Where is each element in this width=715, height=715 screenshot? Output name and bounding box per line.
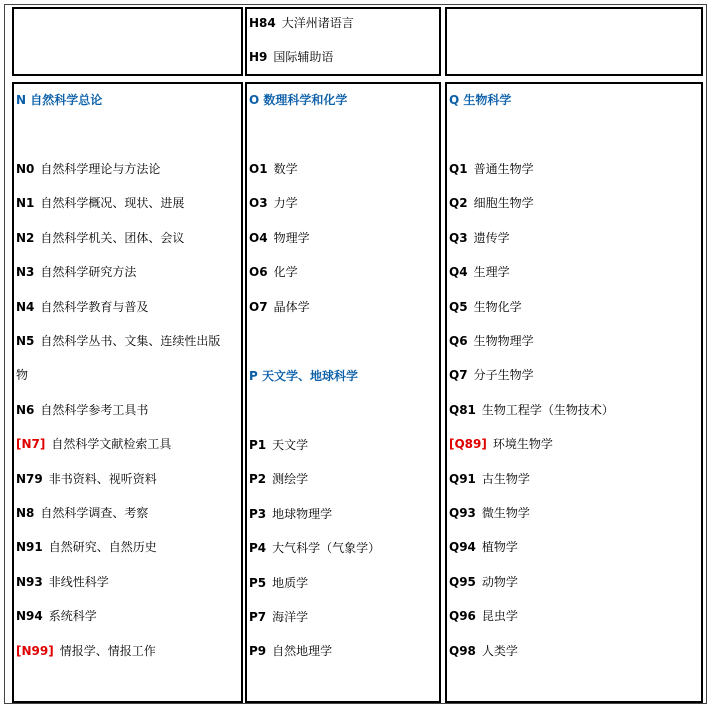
top-cell-2 (245, 7, 441, 76)
class-name: 系统科学 (48, 609, 97, 624)
class-name: 普通生物学 (473, 162, 534, 176)
class-name: 国际辅助语 (273, 50, 334, 64)
class-code: O1 (249, 162, 268, 176)
class-entry (249, 540, 380, 556)
class-code: [N7] (16, 437, 46, 452)
class-name: 分子生物学 (473, 368, 534, 383)
class-name: 细胞生物学 (473, 196, 534, 211)
class-code: N93 (16, 574, 43, 589)
class-entry (16, 574, 109, 590)
class-name: 物理学 (273, 230, 310, 245)
class-code: N3 (16, 265, 35, 280)
class-name: 大洋州诸语言 (281, 16, 354, 30)
class-code: P9 (249, 644, 267, 659)
class-code: P5 (249, 575, 267, 590)
class-code: N0 (16, 162, 35, 176)
class-entry (449, 436, 553, 452)
class-name: 地质学 (272, 575, 309, 590)
class-code: Q94 (449, 540, 476, 555)
column-q (445, 82, 703, 703)
class-code: Q7 (449, 368, 468, 383)
class-code: H84 (249, 16, 276, 30)
class-code: Q91 (449, 471, 476, 486)
class-code: Q1 (449, 162, 468, 176)
class-entry (449, 161, 534, 177)
class-code: Q96 (449, 609, 476, 624)
class-entry (249, 15, 354, 31)
class-code: N91 (16, 540, 43, 555)
class-entry (16, 471, 157, 487)
class-code: N1 (16, 196, 35, 211)
class-code: Q2 (449, 196, 468, 211)
class-name: 非线性科学 (48, 574, 109, 589)
class-code: Q93 (449, 506, 476, 520)
class-name: 人类学 (481, 643, 518, 658)
class-entry (249, 195, 298, 211)
class-code: N2 (16, 230, 35, 245)
class-name: 自然研究、自然历史 (48, 540, 157, 555)
class-entry (16, 402, 148, 418)
class-code: O4 (249, 230, 268, 245)
class-entry (449, 367, 534, 383)
class-entry (249, 506, 332, 522)
class-code: [Q89] (449, 437, 487, 452)
class-code: P7 (249, 610, 267, 624)
class-code: N6 (16, 402, 35, 417)
class-entry (449, 299, 522, 315)
class-name: 自然科学机关、团体、会议 (40, 230, 185, 245)
class-name: 生物化学 (473, 299, 522, 314)
class-entry (249, 299, 310, 315)
class-name: 生物工程学（生物技术） (481, 402, 614, 417)
class-name: 微生物学 (481, 506, 530, 520)
class-entry (249, 437, 308, 453)
class-entry (249, 230, 310, 246)
class-name: 海洋学 (272, 610, 309, 624)
class-name: 数学 (273, 162, 298, 176)
class-name: 测绘学 (272, 472, 309, 487)
class-entry (16, 367, 28, 383)
class-code: N79 (16, 471, 43, 486)
class-code: P4 (249, 541, 267, 556)
class-name: 环境生物学 (492, 437, 553, 452)
class-entry (449, 333, 534, 349)
class-code: N4 (16, 299, 35, 314)
class-code: O7 (249, 299, 268, 314)
class-name: 自然地理学 (272, 644, 333, 659)
section-heading: O 数理科学和化学 (249, 93, 348, 107)
class-name: 自然科学教育与普及 (40, 299, 149, 314)
class-name: 自然科学研究方法 (40, 265, 137, 280)
class-entry (449, 608, 518, 624)
class-entry (16, 643, 156, 659)
class-entry (449, 195, 534, 211)
class-name: 晶体学 (273, 299, 310, 314)
class-entry (16, 333, 220, 349)
class-code: P3 (249, 506, 267, 521)
class-code: N94 (16, 609, 43, 624)
class-name: 自然科学文献检索工具 (51, 437, 172, 452)
class-name: 地球物理学 (272, 506, 333, 521)
class-entry (249, 609, 308, 625)
class-name: 古生物学 (481, 471, 530, 486)
class-name: 自然科学丛书、文集、连续性出版 (40, 334, 221, 348)
class-code: Q4 (449, 265, 468, 280)
class-entry (16, 299, 148, 315)
class-entry (449, 539, 518, 555)
class-entry (449, 230, 510, 246)
class-entry (249, 643, 332, 659)
class-name: 自然科学概况、现状、进展 (40, 196, 185, 211)
class-code: P1 (249, 438, 267, 452)
class-entry (249, 264, 298, 280)
class-entry (249, 471, 308, 487)
class-code: Q3 (449, 230, 468, 245)
class-entry (16, 539, 157, 555)
section-heading: N 自然科学总论 (16, 93, 103, 107)
class-name: 力学 (273, 196, 298, 211)
class-name: 动物学 (481, 574, 518, 589)
class-code: N5 (16, 334, 35, 348)
class-name: 生理学 (473, 265, 510, 280)
class-entry (449, 471, 530, 487)
class-name: 物 (16, 368, 29, 383)
class-entry (16, 436, 171, 452)
column-o-p (245, 82, 441, 703)
class-code: O3 (249, 196, 268, 211)
class-name: 大气科学（气象学） (272, 541, 381, 556)
class-code: Q95 (449, 574, 476, 589)
class-entry (249, 49, 333, 65)
class-name: 昆虫学 (481, 609, 518, 624)
section-heading: P 天文学、地球科学 (249, 369, 358, 383)
class-entry (16, 230, 184, 246)
class-name: 化学 (273, 265, 298, 280)
class-entry (449, 402, 614, 418)
class-entry (16, 608, 97, 624)
column-n (12, 82, 243, 703)
class-code: O6 (249, 265, 268, 280)
section-heading: Q 生物科学 (449, 93, 512, 107)
class-code: Q5 (449, 299, 468, 314)
class-entry (249, 575, 308, 591)
class-entry (16, 505, 148, 521)
class-name: 情报学、情报工作 (59, 643, 156, 658)
top-cell-3 (445, 7, 703, 76)
class-code: [N99] (16, 643, 54, 658)
class-entry (449, 264, 510, 280)
class-entry (16, 195, 184, 211)
class-name: 自然科学理论与方法论 (40, 162, 161, 176)
class-name: 自然科学调查、考察 (40, 506, 149, 520)
class-entry (16, 161, 160, 177)
class-code: N8 (16, 506, 35, 520)
class-entry (249, 161, 298, 177)
class-entry (449, 505, 530, 521)
class-entry (16, 264, 136, 280)
class-entry (449, 574, 518, 590)
class-entry (449, 643, 518, 659)
class-name: 生物物理学 (473, 334, 534, 348)
class-code: Q6 (449, 334, 468, 348)
class-name: 天文学 (272, 438, 309, 452)
class-code: P2 (249, 472, 267, 487)
top-cell-1 (12, 7, 243, 76)
class-name: 遗传学 (473, 230, 510, 245)
class-name: 植物学 (481, 540, 518, 555)
class-code: Q98 (449, 643, 476, 658)
class-code: H9 (249, 50, 268, 64)
class-name: 非书资料、视听资料 (48, 471, 157, 486)
class-name: 自然科学参考工具书 (40, 402, 149, 417)
class-code: Q81 (449, 402, 476, 417)
